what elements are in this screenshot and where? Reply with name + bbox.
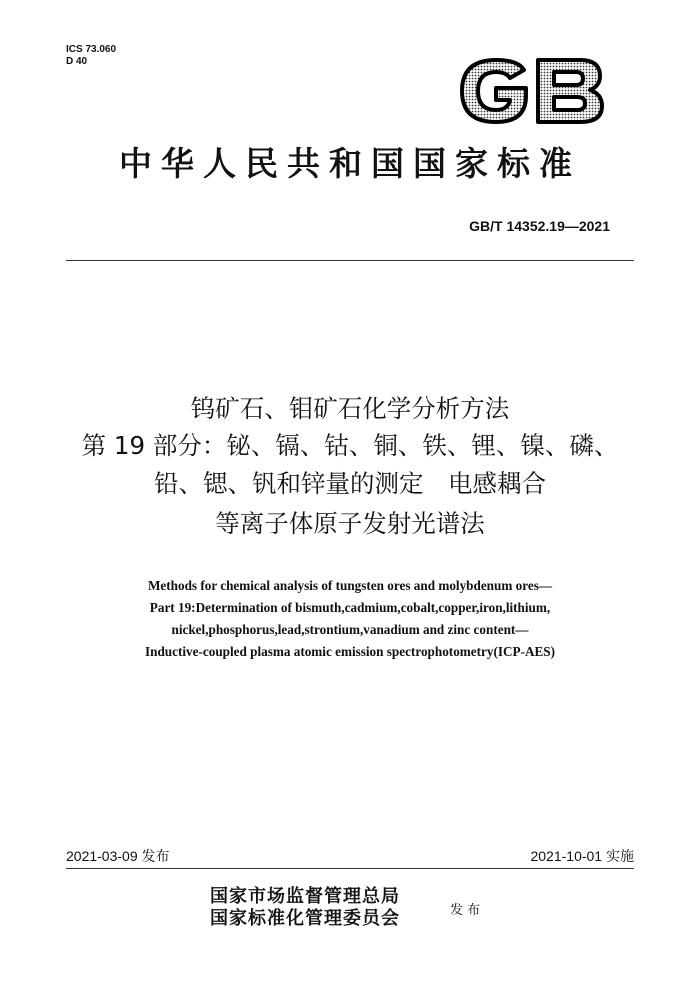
header-divider	[66, 260, 634, 261]
implement-date: 2021-10-01 实施	[530, 848, 634, 864]
gb-logo	[456, 56, 606, 126]
ccs-code: D 40	[66, 56, 88, 67]
footer-divider	[66, 868, 634, 869]
publisher-org-1: 国家市场监督管理总局	[210, 886, 400, 907]
title-en-line-2: Part 19:Determination of bismuth,cadmium,cobalt,copper,iron,lithium,	[149, 600, 551, 615]
title-zh-line-3: 铅、锶、钒和锌量的测定 电感耦合	[154, 469, 546, 498]
title-en-line-4: Inductive-coupled plasma atomic emission spectrophotometry(ICP-AES)	[144, 644, 556, 659]
title-en-line-1: Methods for chemical analysis of tungsten ores and molybdenum ores—	[147, 578, 553, 593]
title-zh-line-4: 等离子体原子发射光谱法	[215, 509, 485, 538]
issue-date: 2021-03-09 发布	[66, 848, 170, 864]
title-zh-line-1: 钨矿石、钼矿石化学分析方法	[190, 394, 510, 423]
publisher-org-2: 国家标准化管理委员会	[210, 908, 400, 929]
standard-title: 中华人民共和国国家标准	[119, 144, 581, 183]
standard-number: GB/T 14352.19—2021	[469, 218, 610, 234]
ics-code: ICS 73.060	[66, 44, 117, 55]
title-zh-line-2: 第 19 部分：铋、镉、钴、铜、铁、锂、镍、磷、	[81, 431, 619, 460]
title-en-line-3: nickel,phosphorus,lead,strontium,vanadium and zinc content—	[171, 622, 529, 637]
publish-label: 发 布	[450, 903, 481, 918]
